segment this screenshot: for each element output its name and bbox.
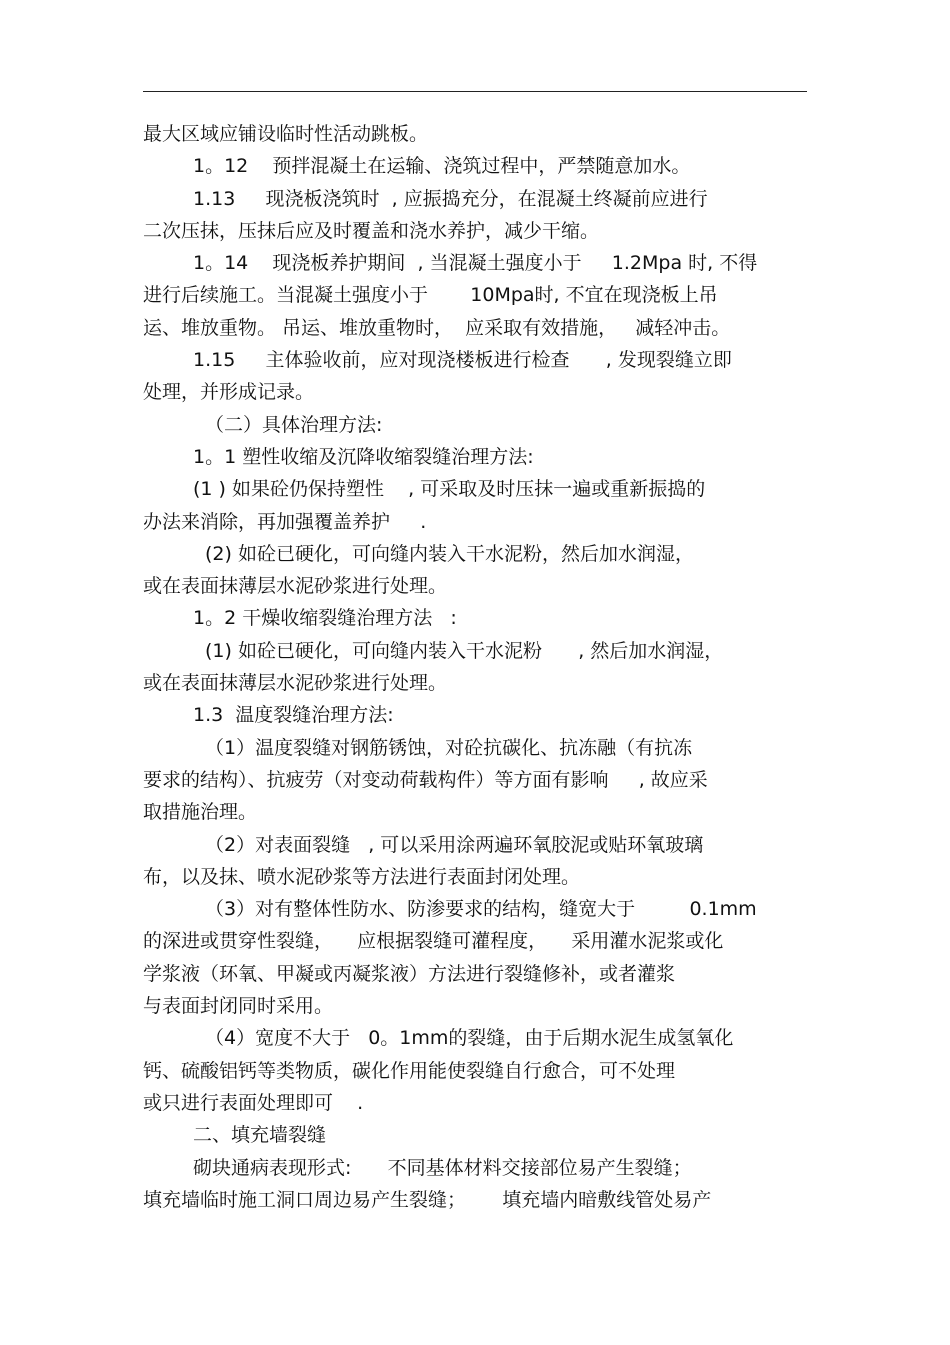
text-line: 1。14 现浇板养护期间 , 当混凝土强度小于 1.2Mpa 时, 不得 [193,252,758,275]
text-line: 1.15 主体验收前，应对现浇楼板进行检查 , 发现裂缝立即 [193,349,732,372]
text-line: 要求的结构）、抗疲劳（对变动荷载构件）等方面有影响 , 故应采 [143,768,708,791]
text-line: 布，以及抹、喷水泥砂浆等方法进行表面封闭处理。 [143,865,581,888]
text-line: （3）对有整体性防水、防渗要求的结构，缝宽大于 0.1mm [205,898,757,921]
text-line: 办法来消除，再加强覆盖养护 . [143,510,427,533]
text-line: 1.13 现浇板浇筑时 , 应振捣充分，在混凝土终凝前应进行 [193,187,708,210]
text-line: 进行后续施工。当混凝土强度小于 10Mpa时, 不宜在现浇板上吊 [143,284,718,307]
text-line: （1）温度裂缝对钢筋锈蚀，对砼抗碳化、抗冻融（有抗冻 [205,736,693,759]
text-line: 或在表面抹薄层水泥砂浆进行处理。 [143,672,448,695]
text-line: 最大区域应铺设临时性活动跳板。 [143,123,429,145]
text-line: 填充墙临时施工洞口周边易产生裂缝； 填充墙内暗敷线管处易产 [143,1188,712,1211]
text-line: (2) 如砼已硬化，可向缝内装入干水泥粉，然后加水润湿， [205,542,694,565]
text-line: 钙、硫酸铝钙等类物质，碳化作用能使裂缝自行愈合，可不处理 [143,1059,676,1082]
text-line: 的深进或贯穿性裂缝， 应根据裂缝可灌程度， 采用灌水泥浆或化 [143,930,724,953]
text-line: 二、填充墙裂缝 [193,1124,327,1147]
header-rule [143,91,807,92]
text-line: 1。2 干燥收缩裂缝治理方法 : [193,607,457,630]
text-line: 1。12 预拌混凝土在运输、浇筑过程中，严禁随意加水。 [193,155,691,178]
text-line: 二次压抹，压抹后应及时覆盖和浇水养护，减少干缩。 [143,219,600,242]
text-line: 处理，并形成记录。 [143,381,315,404]
text-line: （二）具体治理方法: [205,413,383,436]
text-line: 1.3 温度裂缝治理方法: [193,704,394,727]
text-line: 1。1 塑性收缩及沉降收缩裂缝治理方法: [193,445,534,468]
text-line: (1 ) 如果砼仍保持塑性 , 可采取及时压抹一遍或重新振捣的 [193,478,706,501]
text-line: 取措施治理。 [143,801,258,824]
text-line: 或在表面抹薄层水泥砂浆进行处理。 [143,575,448,598]
text-line: 学浆液（环氧、甲凝或丙凝浆液）方法进行裂缝修补，或者灌浆 [143,962,676,985]
text-line: 或只进行表面处理即可 . [143,1091,364,1114]
text-line: (1) 如砼已硬化，可向缝内装入干水泥粉 , 然后加水润湿， [205,639,724,662]
text-line: 砌块通病表现形式: 不同基体材料交接部位易产生裂缝； [193,1156,692,1179]
text-line: （2）对表面裂缝 , 可以采用涂两遍环氧胶泥或贴环氧玻璃 [205,833,704,856]
text-line: 与表面封闭同时采用。 [143,995,334,1018]
text-line: （4）宽度不大于 0。1mm的裂缝，由于后期水泥生成氢氧化 [205,1027,734,1050]
document-body [143,118,823,1216]
text-line: 运、堆放重物。 吊运、堆放重物时， 应采取有效措施， 减轻冲击。 [143,316,731,339]
